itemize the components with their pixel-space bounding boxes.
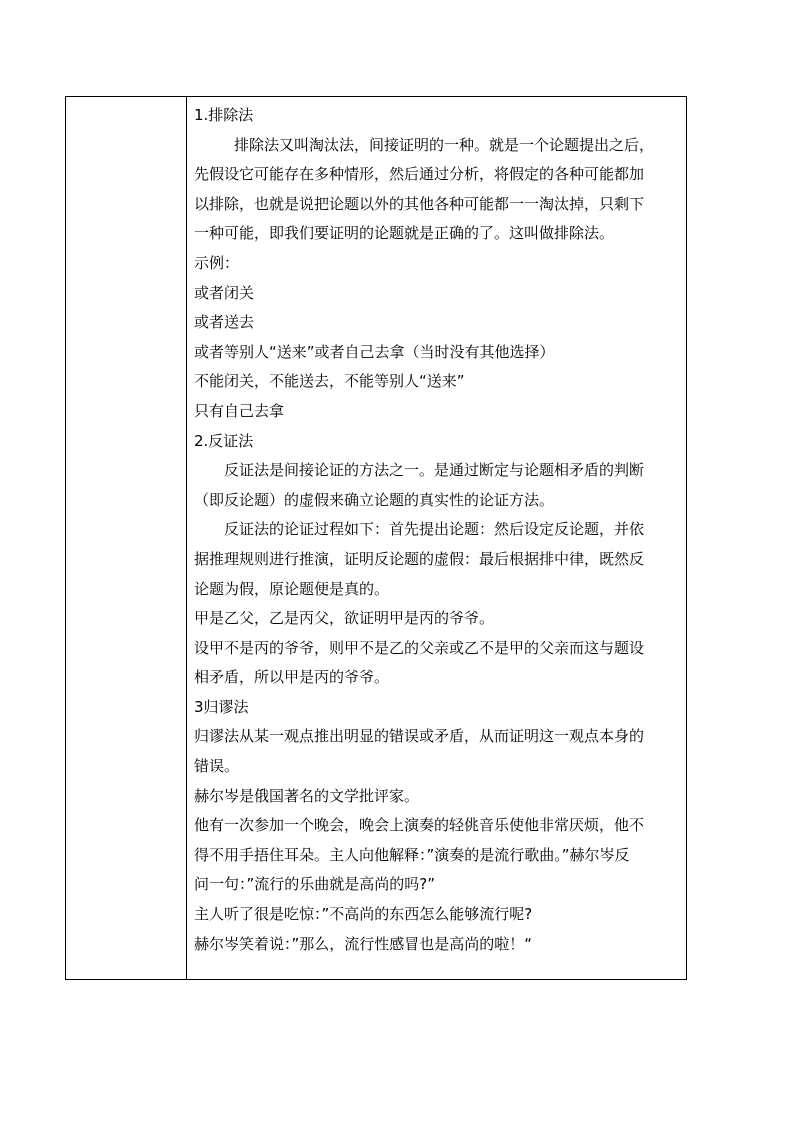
- paragraph-line: 排除法又叫淘汰法，间接证明的一种。就是一个论题提出之后，: [234, 135, 655, 154]
- example-line: 或者闭关: [194, 283, 255, 302]
- paragraph-line: （即反论题）的虚假来确立论题的真实性的论证方法。: [194, 490, 555, 509]
- paragraph-line: 反证法是间接论证的方法之一。是通过断定与论题相矛盾的判断: [224, 461, 645, 480]
- example-line: 不能闭关，不能送去，不能等别人“送来”: [194, 372, 465, 391]
- paragraph-line: 一种可能，即我们要证明的论题就是正确的了。这叫做排除法。: [194, 224, 615, 243]
- example-line: 只有自己去拿: [194, 401, 285, 420]
- section-heading-contradiction: 2.反证法: [194, 431, 254, 450]
- story-line: 赫尔岑笑着说：”那么，流行性感冒也是高尚的啦！“: [194, 934, 533, 953]
- example-line: 甲是乙父，乙是丙父，欲证明甲是丙的爷爷。: [194, 609, 495, 628]
- paragraph-line: 错误。: [194, 757, 240, 776]
- content-table: [65, 96, 687, 980]
- paragraph-line: 论题为假，原论题便是真的。: [194, 579, 390, 598]
- left-column-cell: [66, 97, 187, 979]
- paragraph-line: 先假设它可能存在多种情形，然后通过分析，将假定的各种可能都加: [194, 165, 645, 184]
- right-column-cell: [194, 101, 682, 959]
- story-line: 主人听了很是吃惊：”不高尚的东西怎么能够流行呢?: [194, 905, 533, 924]
- section-heading-exclusion: 1.排除法: [194, 106, 254, 124]
- story-line: 问一句：”流行的乐曲就是高尚的吗?”: [194, 875, 436, 894]
- example-label: 示例：: [194, 253, 240, 272]
- story-line: 赫尔岑是俄国著名的文学批评家。: [194, 786, 420, 805]
- example-line: 相矛盾，所以甲是丙的爷爷。: [194, 668, 390, 687]
- section-heading-reductio: 3归谬法: [194, 697, 249, 716]
- paragraph-line: 归谬法从某一观点推出明显的错误或矛盾，从而证明这一观点本身的: [194, 727, 645, 746]
- story-line: 他有一次参加一个晚会，晚会上演奏的轻佻音乐使他非常厌烦，他不: [194, 816, 645, 835]
- paragraph-line: 反证法的论证过程如下：首先提出论题：然后设定反论题，并依: [224, 520, 645, 539]
- example-line: 或者送去: [194, 313, 255, 332]
- example-line: 设甲不是丙的爷爷，则甲不是乙的父亲或乙不是甲的父亲而这与题设: [194, 638, 645, 657]
- paragraph-line: 以排除，也就是说把论题以外的其他各种可能都一一淘汰掉，只剩下: [194, 194, 645, 213]
- example-line: 或者等别人“送来”或者自己去拿（当时没有其他选择）: [194, 342, 555, 361]
- story-line: 得不用手捂住耳朵。主人向他解释：”演奏的是流行歌曲。”赫尔岑反: [194, 845, 630, 864]
- paragraph-line: 据推理规则进行推演，证明反论题的虚假：最后根据排中律，既然反: [194, 549, 645, 568]
